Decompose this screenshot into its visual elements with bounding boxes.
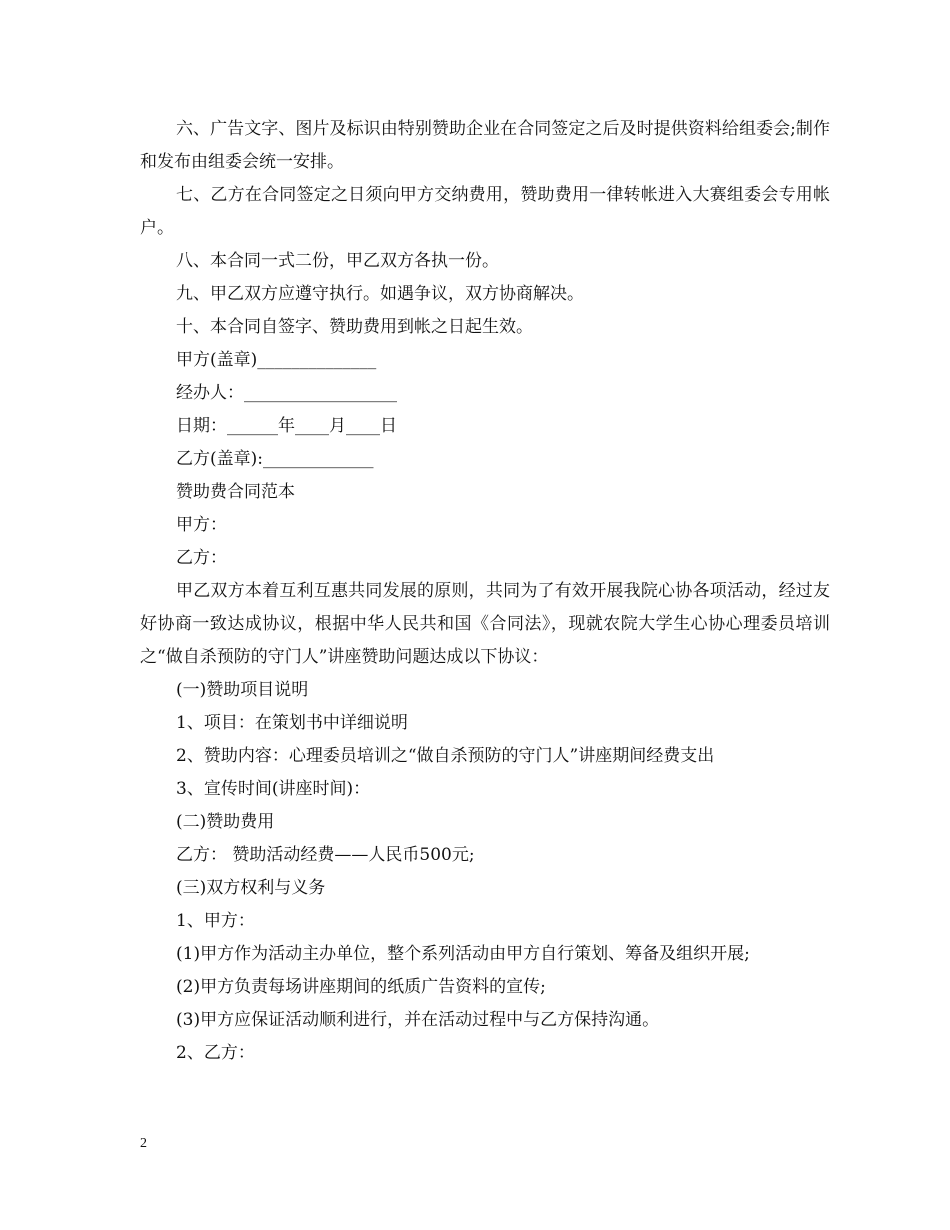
item-sponsorship-content: 2、赞助内容：心理委员培训之“做自杀预防的守门人”讲座期间经费支出	[176, 746, 715, 766]
date-line: 日期：______年____月____日	[176, 416, 397, 436]
clause-ten: 十、本合同自签字、赞助费用到帐之日起生效。	[176, 317, 533, 337]
item-publicity-time: 3、宣传时间(讲座时间)：	[176, 779, 371, 799]
party-a-duty-2: (2)甲方负责每场讲座期间的纸质广告资料的宣传;	[176, 977, 546, 997]
party-a-duty-1: (1)甲方作为活动主办单位，整个系列活动由甲方自行策划、筹备及组织开展;	[176, 944, 750, 964]
section-three-heading: (三)双方权利与义务	[176, 878, 326, 898]
party-b-duties-heading: 2、乙方：	[176, 1043, 255, 1063]
party-a-duties-heading: 1、甲方：	[176, 911, 255, 931]
page-number: 2	[140, 1136, 147, 1151]
party-b-seal-line: 乙方(盖章):_____________	[176, 449, 374, 469]
agreement-preamble: 甲乙双方本着互利互惠共同发展的原则，共同为了有效开展我院心协各项活动，经过友好协商一致达成协议，根据中华人民共和国《合同法》，现就农院大学生心协心理委员培训之“做自杀预防的守门人”讲座赞助问题达成以下协议：	[140, 581, 830, 667]
sponsorship-fee-line: 乙方： 赞助活动经费——人民币500元;	[176, 845, 475, 865]
document-body	[140, 113, 830, 1070]
party-a-seal-line: 甲方(盖章)______________	[176, 350, 377, 370]
clause-nine: 九、甲乙双方应遵守执行。如遇争议，双方协商解决。	[176, 284, 584, 304]
item-project: 1、项目：在策划书中详细说明	[176, 713, 408, 733]
section-two-heading: (二)赞助费用	[176, 812, 275, 832]
party-a-label: 甲方：	[176, 515, 227, 535]
template-title: 赞助费合同范本	[176, 482, 295, 502]
section-one-heading: (一)赞助项目说明	[176, 680, 309, 700]
handler-line: 经办人：__________________	[176, 383, 397, 403]
party-b-label: 乙方：	[176, 548, 227, 568]
clause-seven: 七、乙方在合同签定之日须向甲方交纳费用，赞助费用一律转帐进入大赛组委会专用帐户。	[140, 185, 830, 238]
party-a-duty-3: (3)甲方应保证活动顺利进行，并在活动过程中与乙方保持沟通。	[176, 1010, 660, 1030]
clause-six: 六、广告文字、图片及标识由特别赞助企业在合同签定之后及时提供资料给组委会;制作和发布由组委会统一安排。	[140, 119, 830, 172]
clause-eight: 八、本合同一式二份，甲乙双方各执一份。	[176, 251, 499, 271]
